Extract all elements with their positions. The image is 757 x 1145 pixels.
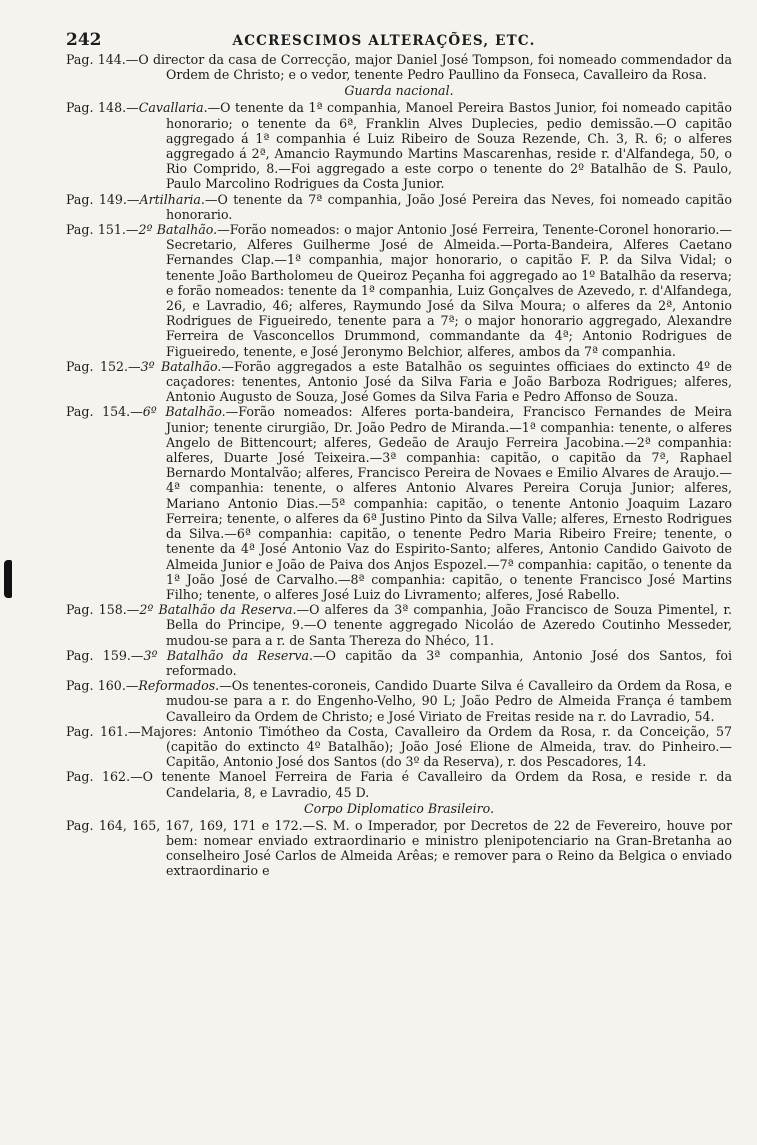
entry-text: —O capitão da 3ª companhia, Antonio José dos Santos, foi reformado. (166, 647, 732, 678)
page-reference: Pag. 162.— (66, 769, 143, 785)
entry-paragraph (66, 724, 732, 770)
entry-paragraph (66, 602, 732, 648)
entry-paragraph (66, 648, 732, 678)
entry-paragraph (66, 192, 732, 222)
entry-text: —Forão aggregados a este Batalhão os seguintes officiaes do extincto 4º de caçadores: tenentes, Antonio José da Silva Faria e João Barboza Rodrigues; alferes, Antonio Augusto de Souza, José Gomes da Silva Faria e Pedro Affonso de Souza. (166, 358, 732, 405)
entry-paragraph (66, 678, 732, 724)
page-reference: Pag. 151.— (66, 222, 139, 238)
page-reference: Pag. 148.— (66, 100, 139, 116)
page-reference: Pag. 164, 165, 167, 169, 171 e 172.— (66, 817, 316, 833)
page-reference: Pag. 158.— (66, 602, 140, 618)
entry-text: —Forão nomeados: o major Antonio José Ferreira, Tenente-Coronel honorario.—Secretario, Alferes Guilherme José de Almeida.—Porta-Bandeira, Alferes Caetano Fernandes Clap.—1ª companhia, major honorario, o capitão F. P. da Silva Vidal; o tenente João Bartholomeu de Queiroz Peçanha foi aggregado ao 1º Batalhão da reserva; e forão nomeados: tenente da 1ª companhia, Luiz Gonçalves de Azevedo, r. d'Alfandega, 26, e Lavradio, 46; alferes, Raymundo José da Silva Moura; o alferes da 2ª, Antonio Rodrigues de Figueiredo, tenente para a 7ª; o major honorario aggregado, Alexandre Ferreira de Vasconcellos Drummond, commandante da 4ª; Antonio Rodrigues de Figueiredo, tenente, e José Jeronymo Belchior, alferes, ambos da 7ª companhia. (166, 222, 732, 359)
entry-paragraph (66, 222, 732, 359)
entry-text: —Os tenentes-coroneis, Candido Duarte Silva é Cavalleiro da Ordem da Rosa, e mudou-se para a r. do Engenho-Velho, 90 L; João Pedro de Almeida França é tambem Cavalleiro da Ordem de Christo; e José Viriato de Freitas reside na r. do Lavradio, 54. (166, 678, 732, 724)
entry-paragraph (66, 52, 732, 82)
entry-text: Majores: Antonio Timótheo da Costa, Cavalleiro da Ordem da Rosa, r. da Conceição, 57 (capitão do extincto 4º Batalhão); João José Elione de Almeida, trav. do Pinheiro.—Capitão, Antonio José dos Santos (do 3º da Reserva), r. dos Pescadores, 14. (140, 723, 732, 770)
entry-text: O tenente Manoel Ferreira de Faria é Cavalleiro da Ordem da Rosa, e reside r. da Candelaria, 8, e Lavradio, 45 D. (142, 769, 732, 800)
page-reference: Pag. 160.— (66, 678, 139, 694)
entry-paragraph (66, 818, 732, 879)
page-reference: Pag. 161.— (66, 723, 141, 739)
entry-title: Cavallaria. (138, 100, 208, 116)
entry-title: Reformados. (138, 678, 220, 694)
entry-title: 6º Batalhão. (142, 404, 226, 420)
entry-text: S. M. o Imperador, por Decretos de 22 de Fevereiro, houve por bem: nomear enviado extraordinario e ministro plenipotenciario na Gran-Bretanha ao conselheiro José Carlos de Almeida Arêas; e remover para o Reino da Belgica o enviado extraordinario e (166, 817, 732, 879)
section-heading: Corpo Diplomatico Brasileiro. (303, 800, 495, 816)
running-title: ACCRESCIMOS ALTERAÇÕES, ETC. (232, 33, 536, 49)
entry-paragraph (66, 769, 732, 799)
entry-title: 2º Batalhão. (138, 222, 218, 238)
entry-text: —O tenente da 7ª companhia, João José Pereira das Neves, foi nomeado capitão honorario. (166, 191, 732, 222)
entry-title: Artilharia. (139, 191, 205, 207)
entry-text: —Forão nomeados: Alferes porta-bandeira, Francisco Fernandes de Meira Junior; tenente cirurgião, Dr. João Pedro de Miranda.—1ª companhia: tenente, o alferes Angelo de Bittencourt; alferes, Gedeão de Araujo Ferreira Jacobina.—2ª companhia: alferes, Duarte José Teixeira.—3ª companhia: capitão, o capitão da 7ª, Raphael Bernardo Montalvão; alferes, Francisco Pereira de Novaes e Emilio Alvares de Araujo.—4ª companhia: tenente, o alferes Antonio Alvares Pereira Coruja Junior; alferes, Mariano Antonio Dias.—5ª companhia: capitão, o tenente Antonio Joaquim Lazaro Ferreira; tenente, o alferes da 6ª Justino Pinto da Silva Valle; alferes, Ernesto Rodrigues da Silva.—6ª companhia: capitão, o tenente Pedro Maria Ribeiro Freire; tenente, o tenente da 4ª José Antonio Vaz do Espirito-Santo; alferes, Antonio Candido Gaivoto de Almeida Junior e João de Paiva dos Anjos Espozel.—7ª companhia: capitão, o tenente da 1ª João José de Carvalho.—8ª companhia: capitão, o tenente Francisco José Martins Filho; tenente, o alferes José Luiz do Livramento; alferes, José Rabello. (166, 404, 732, 602)
entry-paragraph (66, 100, 732, 191)
entry-text: —O alferes da 3ª companhia, João Francisco de Souza Pimentel, r. Bella do Principe, 9.—O tenente aggregado Nicoláo de Azeredo Coutinho Messeder, mudou-se para a r. de Santa Thereza do Nhéco, 11. (166, 602, 732, 648)
page-number: 242 (66, 30, 102, 50)
entry-title: 2º Batalhão da Reserva. (139, 602, 297, 618)
scan-edge-mark (4, 560, 12, 598)
entry-text: —O tenente da 1ª companhia, Manoel Pereira Bastos Junior, foi nomeado capitão honorario; o tenente da 6ª, Franklin Alves Duplecies, pedio demissão.—O capitão aggregado á 1ª companhia é Luiz Ribeiro de Souza Rezende, Ch. 3, R. 6; o alferes aggregado á 2ª, Amancio Raymundo Martins Mascarenhas, reside r. d'Alfandega, 50, o Rio Comprido, 8.—Foi aggregado a este corpo o tenente do 2º Batalhão de S. Paulo, Paulo Marcolino Rodrigues da Costa Junior. (166, 100, 732, 192)
entry-text: O director da casa de Correcção, major Daniel José Tompson, foi nomeado commendador da Ordem de Christo; e o vedor, tenente Pedro Paullino da Fonseca, Cavalleiro da Rosa. (138, 52, 733, 83)
page-reference: Pag. 152.— (66, 358, 141, 374)
entry-title: 3º Batalhão da Reserva. (143, 647, 313, 663)
document-page (66, 30, 732, 879)
entry-title: 3º Batalhão. (140, 358, 222, 374)
page-reference: Pag. 159.— (66, 647, 144, 663)
entry-paragraph (66, 359, 732, 405)
page-reference: Pag. 154.— (66, 404, 143, 420)
entry-list (66, 52, 732, 879)
page-reference: Pag. 149.— (66, 191, 140, 207)
entry-paragraph (66, 404, 732, 602)
page-header (66, 30, 732, 50)
section-heading: Guarda nacional. (344, 83, 454, 99)
page-reference: Pag. 144.— (66, 52, 139, 67)
